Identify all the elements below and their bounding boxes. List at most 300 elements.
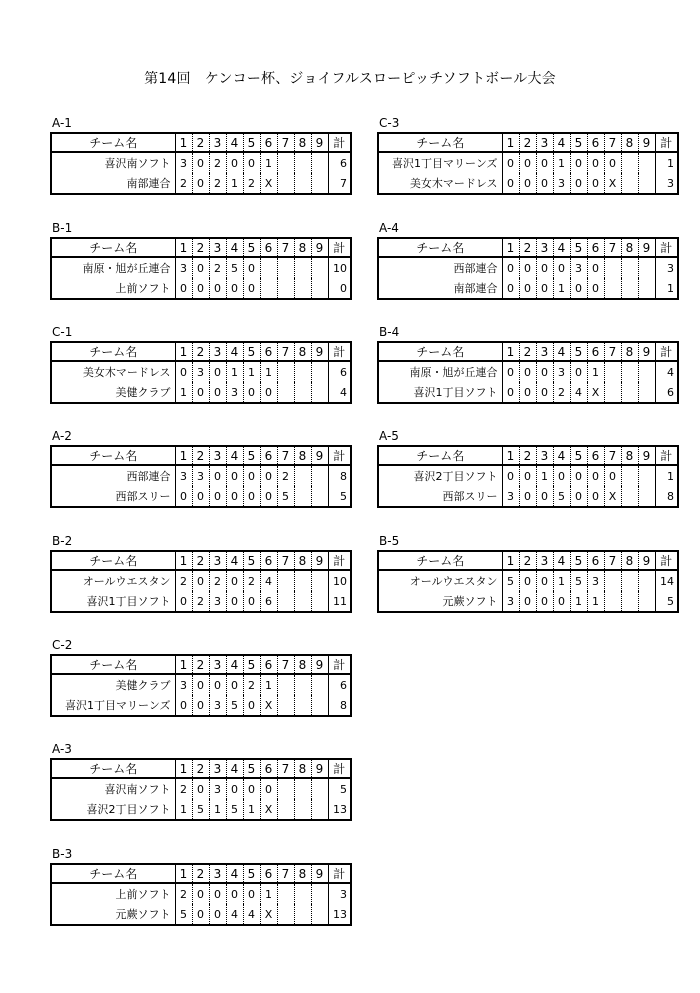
header-inning: 4: [226, 655, 243, 674]
header-inning: 3: [209, 759, 226, 778]
team-name: 南部連合: [378, 278, 502, 299]
header-inning: 7: [277, 655, 294, 674]
team-name: オールウエスタン: [51, 570, 175, 591]
inning-score: 0: [570, 465, 587, 486]
header-inning: 1: [502, 133, 519, 152]
header-team: チーム名: [51, 864, 175, 883]
team-name: 南原・旭が丘連合: [378, 361, 502, 382]
header-inning: 5: [243, 133, 260, 152]
score-table: [50, 445, 352, 508]
inning-score: 0: [519, 486, 536, 507]
inning-score: [311, 695, 328, 716]
header-inning: 7: [277, 446, 294, 465]
team-name: 喜沢1丁目ソフト: [378, 382, 502, 403]
inning-score: [277, 361, 294, 382]
inning-score: 0: [502, 257, 519, 278]
header-inning: 7: [277, 864, 294, 883]
inning-score: 2: [277, 465, 294, 486]
team-row: [378, 486, 678, 507]
header-inning: 7: [604, 446, 621, 465]
header-inning: 9: [311, 342, 328, 361]
inning-score: 0: [209, 674, 226, 695]
inning-score: 5: [277, 486, 294, 507]
inning-score: 0: [243, 486, 260, 507]
scoreboard-game: [50, 742, 350, 821]
header-team: チーム名: [378, 342, 502, 361]
inning-score: 0: [243, 278, 260, 299]
inning-score: [311, 278, 328, 299]
inning-score: X: [260, 173, 277, 194]
inning-score: [311, 361, 328, 382]
inning-score: 0: [175, 591, 192, 612]
inning-score: 1: [260, 361, 277, 382]
inning-score: 3: [553, 173, 570, 194]
team-row: [51, 591, 351, 612]
total-score: 14: [660, 574, 674, 588]
game-label: C-1: [52, 325, 73, 339]
scoreboard-game: [50, 325, 350, 404]
inning-score: 5: [502, 570, 519, 591]
team-row: [378, 591, 678, 612]
inning-score: 1: [226, 361, 243, 382]
inning-score: 0: [536, 152, 553, 173]
header-row: [51, 342, 351, 361]
inning-score: [294, 904, 311, 925]
inning-score: [260, 257, 277, 278]
inning-score: 5: [175, 904, 192, 925]
header-inning: 1: [175, 551, 192, 570]
header-inning: 6: [260, 238, 277, 257]
header-inning: 8: [294, 759, 311, 778]
scoreboard-game: [50, 534, 350, 613]
score-table: [377, 445, 679, 508]
header-inning: 2: [519, 133, 536, 152]
inning-score: [638, 591, 655, 612]
inning-score: [621, 382, 638, 403]
total-score: 3: [667, 261, 674, 275]
inning-score: X: [604, 486, 621, 507]
header-inning: 4: [226, 133, 243, 152]
inning-score: 0: [536, 173, 553, 194]
inning-score: 0: [226, 883, 243, 904]
header-inning: 9: [638, 342, 655, 361]
header-inning: 6: [260, 655, 277, 674]
header-inning: 3: [209, 864, 226, 883]
header-inning: 4: [553, 551, 570, 570]
inning-score: 0: [192, 257, 209, 278]
inning-score: 0: [260, 465, 277, 486]
inning-score: [311, 382, 328, 403]
header-inning: 6: [260, 759, 277, 778]
inning-score: 0: [519, 361, 536, 382]
inning-score: 0: [553, 257, 570, 278]
header-row: [51, 759, 351, 778]
header-inning: 4: [553, 133, 570, 152]
inning-score: [638, 382, 655, 403]
team-row: [378, 257, 678, 278]
header-total: 計: [328, 446, 351, 465]
inning-score: 0: [587, 465, 604, 486]
team-row: [51, 778, 351, 799]
inning-score: 2: [209, 173, 226, 194]
inning-score: 0: [502, 382, 519, 403]
header-inning: 9: [311, 551, 328, 570]
header-inning: 1: [502, 446, 519, 465]
inning-score: 0: [243, 382, 260, 403]
inning-score: 0: [226, 674, 243, 695]
header-inning: 2: [192, 759, 209, 778]
header-inning: 8: [621, 446, 638, 465]
team-row: [51, 257, 351, 278]
inning-score: [294, 591, 311, 612]
inning-score: [311, 674, 328, 695]
inning-score: [294, 465, 311, 486]
inning-score: 0: [519, 570, 536, 591]
inning-score: 2: [243, 173, 260, 194]
scoreboard-game: [50, 638, 350, 717]
inning-score: 0: [536, 591, 553, 612]
inning-score: 0: [209, 883, 226, 904]
inning-score: 0: [226, 778, 243, 799]
inning-score: X: [587, 382, 604, 403]
inning-score: 0: [209, 465, 226, 486]
team-row: [51, 799, 351, 820]
team-name: オールウエスタン: [378, 570, 502, 591]
inning-score: 1: [260, 152, 277, 173]
inning-score: [277, 799, 294, 820]
header-inning: 7: [277, 238, 294, 257]
inning-score: 0: [192, 382, 209, 403]
header-inning: 6: [587, 133, 604, 152]
inning-score: 0: [519, 152, 536, 173]
game-label: C-2: [52, 638, 73, 652]
header-team: チーム名: [378, 551, 502, 570]
total-score: 0: [328, 278, 351, 299]
header-inning: 7: [277, 133, 294, 152]
score-table: [50, 863, 352, 926]
inning-score: [621, 173, 638, 194]
header-inning: 6: [260, 342, 277, 361]
inning-score: 0: [226, 570, 243, 591]
inning-score: 0: [570, 278, 587, 299]
inning-score: 0: [536, 361, 553, 382]
total-score: 6: [340, 678, 347, 692]
score-table: [50, 550, 352, 613]
inning-score: 0: [243, 591, 260, 612]
inning-score: [294, 695, 311, 716]
inning-score: 0: [243, 465, 260, 486]
header-team: チーム名: [378, 446, 502, 465]
header-inning: 3: [209, 655, 226, 674]
inning-score: 0: [502, 361, 519, 382]
score-table: [50, 237, 352, 300]
inning-score: 0: [570, 486, 587, 507]
inning-score: 5: [570, 570, 587, 591]
header-team: チーム名: [51, 342, 175, 361]
team-row: [51, 278, 351, 299]
total-score: 5: [328, 486, 351, 507]
inning-score: 5: [226, 799, 243, 820]
game-label: B-3: [52, 847, 73, 861]
header-inning: 7: [604, 133, 621, 152]
total-score: 1: [667, 156, 674, 170]
inning-score: 0: [519, 591, 536, 612]
team-name: 元蕨ソフト: [378, 591, 502, 612]
game-label: A-1: [52, 116, 72, 130]
inning-score: [311, 883, 328, 904]
header-inning: 4: [226, 342, 243, 361]
header-inning: 8: [621, 238, 638, 257]
inning-score: 0: [209, 382, 226, 403]
team-name: 喜沢2丁目ソフト: [51, 799, 175, 820]
inning-score: 0: [175, 486, 192, 507]
inning-score: 0: [226, 152, 243, 173]
inning-score: [277, 674, 294, 695]
inning-score: 2: [175, 778, 192, 799]
inning-score: [294, 570, 311, 591]
total-score: 8: [340, 469, 347, 483]
inning-score: 3: [209, 591, 226, 612]
total-score: 8: [655, 486, 678, 507]
inning-score: [621, 486, 638, 507]
team-row: [378, 278, 678, 299]
scoreboard-game: [377, 325, 677, 404]
header-inning: 4: [226, 551, 243, 570]
inning-score: 0: [192, 904, 209, 925]
inning-score: 2: [209, 257, 226, 278]
team-name: 美女木マードレス: [378, 173, 502, 194]
inning-score: 0: [536, 278, 553, 299]
score-table: [50, 341, 352, 404]
team-name: 美健クラブ: [51, 382, 175, 403]
team-name: 喜沢1丁目マリーンズ: [378, 152, 502, 173]
game-label: A-5: [379, 429, 399, 443]
inning-score: 0: [587, 278, 604, 299]
inning-score: 0: [243, 152, 260, 173]
header-team: チーム名: [378, 133, 502, 152]
header-inning: 5: [570, 238, 587, 257]
header-team: チーム名: [51, 551, 175, 570]
header-total: 計: [655, 446, 678, 465]
inning-score: 0: [226, 486, 243, 507]
header-inning: 2: [192, 342, 209, 361]
header-inning: 9: [311, 446, 328, 465]
inning-score: 0: [243, 778, 260, 799]
page-title: 第14回 ケンコー杯、ジョイフルスローピッチソフトボール大会: [144, 71, 556, 87]
header-inning: 5: [243, 446, 260, 465]
total-score: 4: [667, 365, 674, 379]
inning-score: [311, 591, 328, 612]
inning-score: X: [604, 173, 621, 194]
header-inning: 6: [587, 551, 604, 570]
header-inning: 8: [621, 133, 638, 152]
inning-score: 0: [260, 778, 277, 799]
header-inning: 1: [502, 342, 519, 361]
inning-score: 3: [175, 257, 192, 278]
inning-score: 3: [226, 382, 243, 403]
inning-score: 0: [192, 883, 209, 904]
inning-score: 0: [519, 278, 536, 299]
inning-score: 1: [587, 591, 604, 612]
score-table: [377, 550, 679, 613]
inning-score: [294, 778, 311, 799]
inning-score: [311, 173, 328, 194]
inning-score: [294, 152, 311, 173]
inning-score: [621, 361, 638, 382]
header-row: [51, 864, 351, 883]
inning-score: 0: [243, 695, 260, 716]
total-score: 1: [655, 278, 678, 299]
header-row: [378, 342, 678, 361]
inning-score: 1: [260, 674, 277, 695]
header-inning: 6: [260, 446, 277, 465]
inning-score: [294, 173, 311, 194]
inning-score: [277, 173, 294, 194]
team-row: [378, 152, 678, 173]
header-inning: 5: [570, 446, 587, 465]
inning-score: 0: [587, 152, 604, 173]
header-inning: 4: [553, 238, 570, 257]
inning-score: X: [260, 695, 277, 716]
inning-score: 0: [192, 152, 209, 173]
inning-score: 0: [260, 382, 277, 403]
header-inning: 8: [294, 133, 311, 152]
header-inning: 6: [260, 864, 277, 883]
header-inning: 8: [294, 864, 311, 883]
inning-score: [311, 799, 328, 820]
inning-score: 0: [553, 591, 570, 612]
inning-score: [604, 361, 621, 382]
inning-score: [294, 361, 311, 382]
inning-score: [311, 570, 328, 591]
inning-score: 1: [553, 570, 570, 591]
header-inning: 4: [226, 864, 243, 883]
total-score: 8: [328, 695, 351, 716]
inning-score: 0: [519, 465, 536, 486]
inning-score: [604, 570, 621, 591]
inning-score: 0: [209, 361, 226, 382]
game-label: A-4: [379, 221, 399, 235]
inning-score: 0: [502, 173, 519, 194]
game-label: A-3: [52, 742, 72, 756]
inning-score: [277, 152, 294, 173]
inning-score: [604, 591, 621, 612]
scoreboard-game: [50, 116, 350, 195]
total-score: 11: [328, 591, 351, 612]
header-row: [378, 446, 678, 465]
header-inning: 2: [192, 655, 209, 674]
inning-score: [294, 278, 311, 299]
inning-score: 0: [192, 278, 209, 299]
inning-score: 1: [260, 883, 277, 904]
header-inning: 5: [570, 133, 587, 152]
team-row: [378, 382, 678, 403]
header-inning: 3: [209, 446, 226, 465]
header-inning: 3: [536, 133, 553, 152]
inning-score: 1: [243, 361, 260, 382]
scoreboard-game: [377, 221, 677, 300]
inning-score: 3: [175, 465, 192, 486]
total-score: 3: [340, 887, 347, 901]
team-name: 西部スリー: [378, 486, 502, 507]
header-inning: 5: [243, 655, 260, 674]
team-row: [378, 361, 678, 382]
header-inning: 9: [638, 238, 655, 257]
inning-score: 2: [192, 591, 209, 612]
team-name: 美女木マードレス: [51, 361, 175, 382]
total-score: 6: [340, 365, 347, 379]
header-inning: 6: [587, 342, 604, 361]
header-total: 計: [655, 133, 678, 152]
inning-score: 0: [260, 486, 277, 507]
header-row: [378, 551, 678, 570]
inning-score: [277, 695, 294, 716]
header-row: [51, 133, 351, 152]
inning-score: [294, 257, 311, 278]
inning-score: 3: [209, 778, 226, 799]
inning-score: 0: [175, 361, 192, 382]
header-inning: 1: [502, 551, 519, 570]
header-inning: 7: [604, 238, 621, 257]
inning-score: 0: [175, 695, 192, 716]
inning-score: 3: [175, 674, 192, 695]
inning-score: [294, 382, 311, 403]
header-inning: 5: [243, 759, 260, 778]
team-name: 西部スリー: [51, 486, 175, 507]
header-inning: 2: [519, 551, 536, 570]
inning-score: [621, 257, 638, 278]
inning-score: [638, 570, 655, 591]
inning-score: 0: [519, 257, 536, 278]
header-inning: 1: [175, 446, 192, 465]
header-inning: 8: [621, 551, 638, 570]
header-inning: 2: [519, 446, 536, 465]
header-inning: 5: [243, 238, 260, 257]
inning-score: [294, 674, 311, 695]
header-inning: 3: [209, 342, 226, 361]
header-inning: 2: [192, 864, 209, 883]
inning-score: 0: [604, 152, 621, 173]
inning-score: 1: [243, 799, 260, 820]
inning-score: 1: [209, 799, 226, 820]
total-score: 4: [328, 382, 351, 403]
team-row: [378, 173, 678, 194]
scoreboard-game: [50, 429, 350, 508]
header-inning: 3: [209, 238, 226, 257]
header-inning: 2: [192, 133, 209, 152]
score-table: [377, 237, 679, 300]
inning-score: 0: [502, 465, 519, 486]
inning-score: 3: [587, 570, 604, 591]
inning-score: 1: [553, 278, 570, 299]
inning-score: 6: [260, 591, 277, 612]
header-inning: 9: [638, 133, 655, 152]
team-name: 上前ソフト: [51, 278, 175, 299]
header-inning: 9: [311, 759, 328, 778]
header-total: 計: [328, 342, 351, 361]
inning-score: 0: [570, 173, 587, 194]
inning-score: [277, 591, 294, 612]
inning-score: 0: [209, 278, 226, 299]
header-inning: 8: [294, 551, 311, 570]
game-label: C-3: [379, 116, 400, 130]
header-inning: 3: [209, 133, 226, 152]
header-inning: 8: [621, 342, 638, 361]
header-inning: 6: [587, 446, 604, 465]
header-inning: 1: [175, 133, 192, 152]
score-table: [377, 341, 679, 404]
header-total: 計: [328, 551, 351, 570]
